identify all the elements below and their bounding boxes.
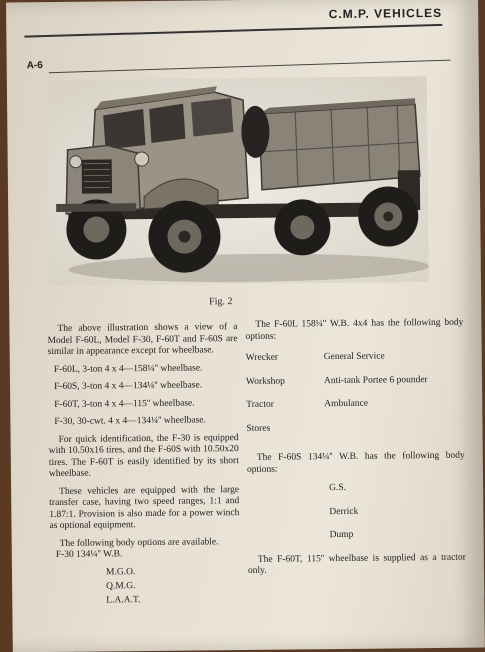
figure-caption: Fig. 2 — [209, 296, 232, 307]
table-cell: Workshop — [246, 376, 324, 388]
table-cell — [324, 421, 464, 434]
table-cell: Stores — [246, 423, 324, 435]
page-number: A-6 — [27, 60, 43, 71]
spec-line: F-60T, 3-ton 4 x 4—115'' wheelbase. — [48, 398, 238, 411]
list-item: M.G.O. — [106, 564, 240, 579]
left-column — [47, 322, 240, 607]
table-cell: Wrecker — [246, 352, 324, 364]
book-page — [6, 0, 485, 652]
list-item: Derrick — [329, 505, 465, 518]
f60l-options-table — [246, 351, 465, 435]
f60s-intro: The F-60S 134¼'' W.B. has the following body options: — [247, 451, 465, 476]
spec-line: F-60L, 3-ton 4 x 4—158¼'' wheelbase. — [48, 363, 238, 376]
identification-paragraph: For quick identification, the F-30 is equipped with 10.50x16 tires, and the F-60S with 10.50x20 tires. The F-60T is easily identified by its short wheelbase. — [49, 433, 239, 481]
header-rule — [24, 24, 442, 38]
transfer-paragraph: These vehicles are equipped with the large transfer case, having two speed ranges, 1:1 and 1.87:1. Provision is also made for a power winch as optional equipment. — [49, 485, 239, 533]
table-cell: Anti-tank Portee 6 pounder — [324, 374, 464, 387]
list-item: G.S. — [329, 482, 465, 495]
f30-heading: F-30 134¼'' W.B. — [56, 548, 240, 561]
table-cell: Ambulance — [324, 398, 464, 411]
f30-options-list — [50, 564, 240, 608]
f60s-options-list — [329, 482, 466, 542]
list-item: Dump — [330, 529, 466, 542]
header-title: C.M.P. VEHICLES — [329, 6, 443, 21]
f60l-intro: The F-60L 158¼'' W.B. 4x4 has the following body options: — [245, 318, 463, 343]
list-item: Q.M.G. — [106, 578, 240, 593]
table-cell: Tractor — [246, 399, 324, 411]
options-intro: The following body options are available. — [50, 537, 240, 550]
table-cell: General Service — [324, 351, 464, 364]
f60t-paragraph: The F-60T, 115'' wheelbase is supplied as a tractor only. — [248, 552, 466, 577]
page-number-rule — [49, 60, 451, 74]
page-header — [24, 6, 443, 64]
military-truck-photo — [47, 76, 429, 286]
list-item: L.A.A.T. — [106, 592, 240, 607]
spec-line: F-30, 30-cwt. 4 x 4—134¼'' wheelbase. — [48, 415, 238, 428]
right-column — [245, 318, 466, 584]
spec-line: F-60S, 3-ton 4 x 4—134¼'' wheelbase. — [48, 380, 238, 393]
intro-paragraph: The above illustration shows a view of a Model F-60L, Model F-30, F-60T and F-60S are similar in appearance except for wheelbase. — [47, 322, 237, 358]
